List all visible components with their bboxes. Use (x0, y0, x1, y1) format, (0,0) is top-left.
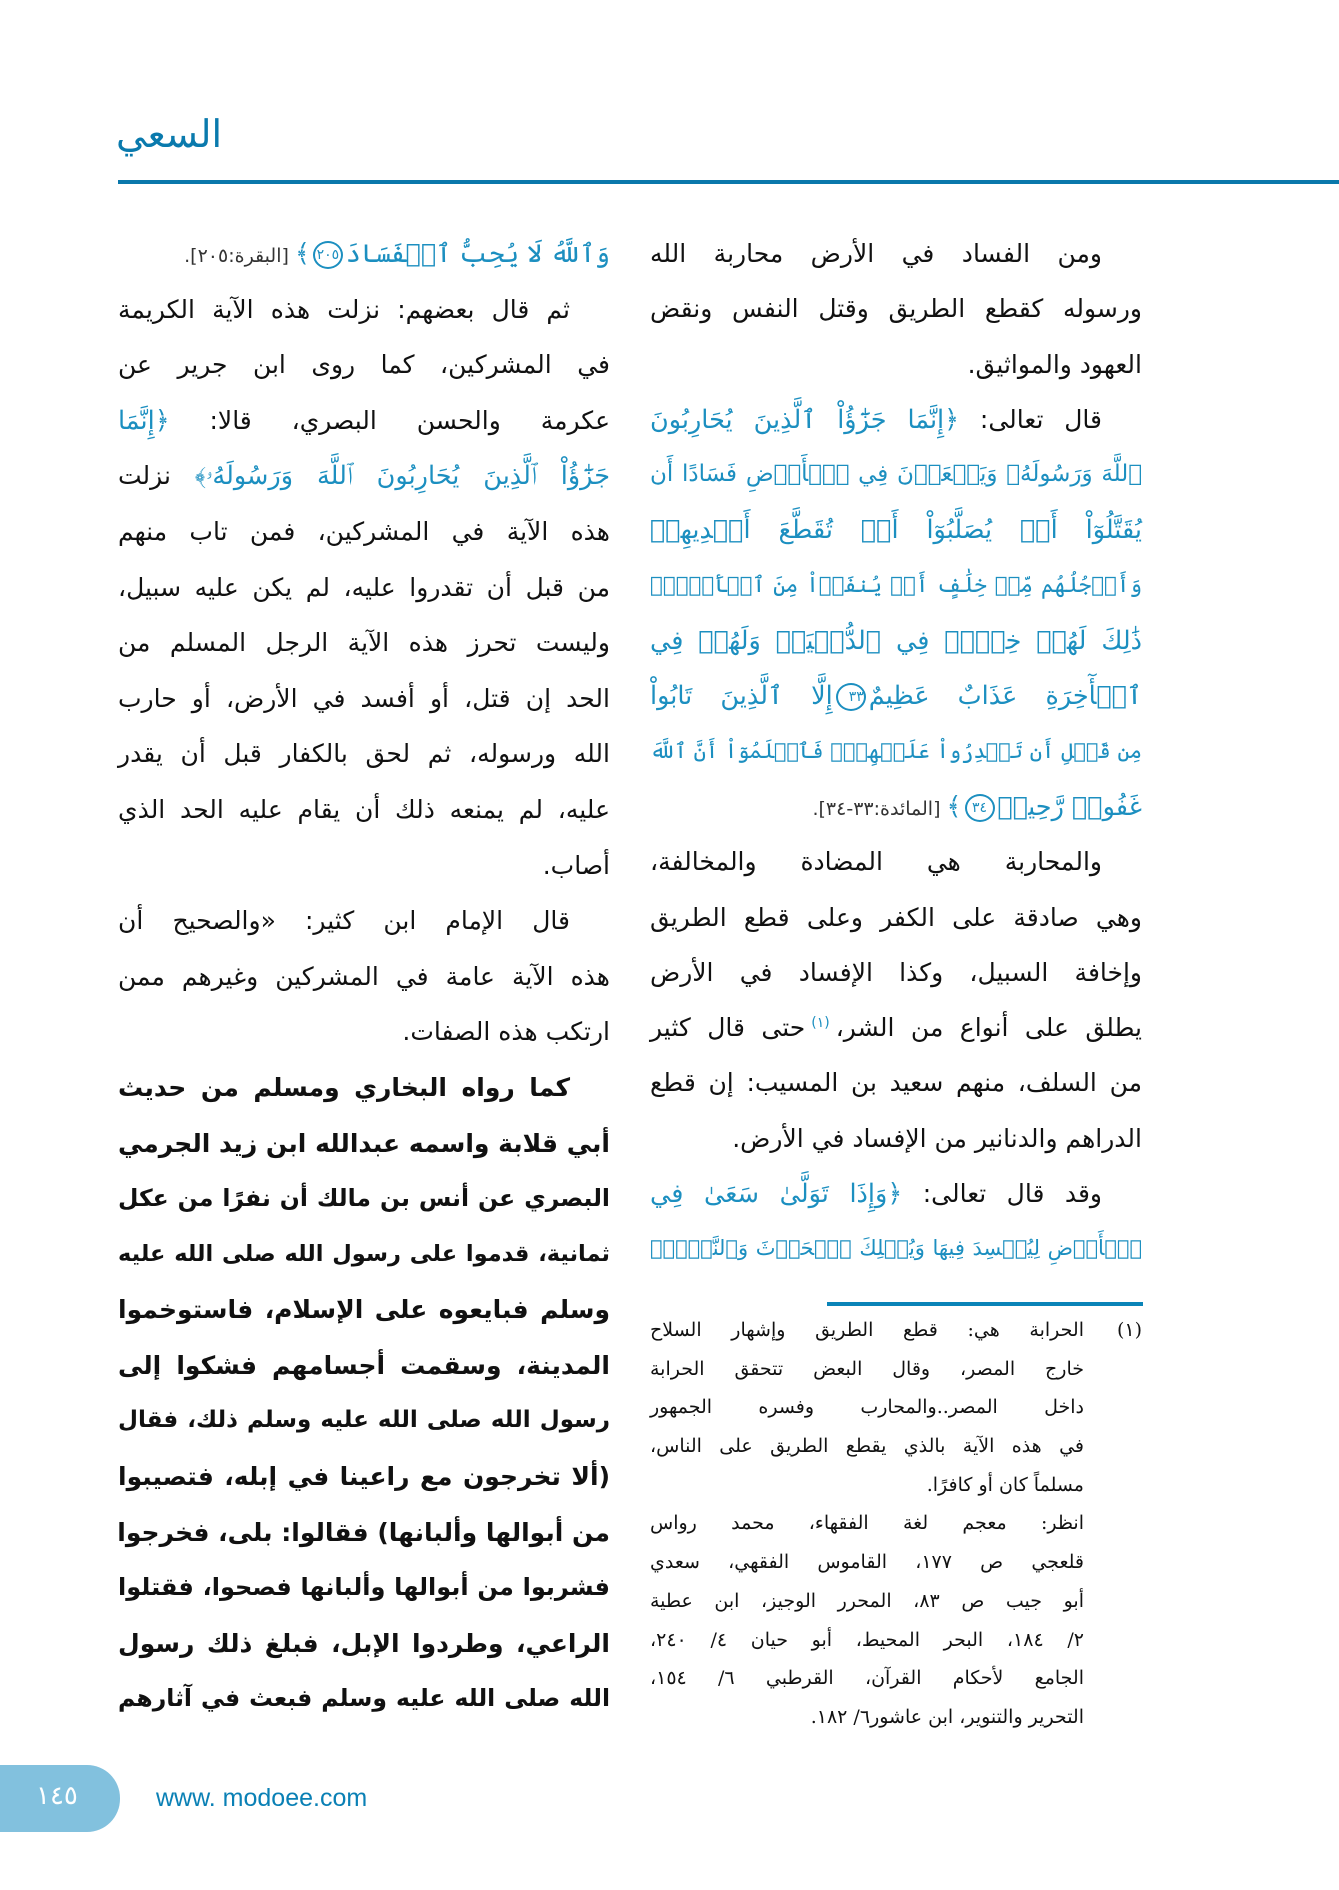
body-text: هذه الآية في المشركين، فمن تاب منهم (118, 516, 610, 546)
body-text: من السلف، منهم سعيد بن المسيب: إن قطع (650, 1068, 1142, 1098)
text-line (118, 838, 610, 894)
footnote-reference: (١) (811, 1014, 830, 1031)
text-line (650, 945, 1142, 1000)
body-text: وإخافة السبيل، وكذا الإفساد في الأرض (650, 957, 1142, 987)
text-line (118, 1671, 610, 1727)
body-text: قال تعالى: (959, 404, 1103, 434)
text-line (118, 1560, 610, 1616)
quran-verse-text: ﴿إِنَّمَا جَزَٰٓؤُاْ ٱلَّذِينَ يُحَارِبُونَ (650, 404, 960, 435)
text-line (650, 502, 1142, 557)
quran-verse-text: إِلَّا ٱلَّذِينَ تَابُواْ (650, 681, 833, 712)
body-text: ثمانية، قدموا على رسول الله صلى الله عليه (118, 1240, 610, 1267)
text-line (118, 1449, 610, 1505)
ayah-number: ٢٠٥ (313, 241, 343, 269)
body-text: الراعي، وطردوا الإبل، فبلغ ذلك رسول (118, 1628, 610, 1658)
text-line (118, 1116, 610, 1172)
body-text: ارتكب هذه الصفات. (402, 1017, 610, 1047)
body-text: والمحاربة هي المضادة والمخالفة، (650, 847, 1102, 877)
body-text: هذه الآية عامة في المشركين وغيرهم ممن (118, 961, 610, 991)
text-line (118, 1282, 610, 1338)
body-text: وسلم فبايعوه على الإسلام، فاستوخموا (118, 1295, 610, 1325)
text-line (650, 890, 1142, 945)
text-line (650, 668, 1142, 723)
text-line (118, 1060, 610, 1116)
text-line (650, 834, 1142, 889)
body-text: (ألا تخرجون مع راعينا في إبله، فتصيبوا (118, 1462, 610, 1492)
text-line (118, 1616, 610, 1672)
body-text: أصاب. (542, 850, 610, 880)
body-text: عكرمة والحسن البصري، قالا: (169, 405, 610, 435)
text-line (118, 671, 610, 727)
footnote-divider (827, 1302, 1143, 1306)
quran-verse-text: ﴾ (294, 239, 310, 269)
body-text: من أبوالها وألبانها) فقالوا: بلى، فخرجوا (117, 1517, 610, 1547)
text-line (650, 447, 1142, 502)
page-number-badge (0, 1765, 120, 1832)
body-text: فشربوا من أبوالها وألبانها فصحوا، فقتلوا (118, 1573, 610, 1602)
body-text: رسول الله صلى الله عليه وسلم ذلك، فقال (118, 1407, 610, 1434)
body-text: ومن الفساد في الأرض محاربة الله (650, 239, 1102, 268)
right-text-column (650, 226, 1142, 1277)
footnotes (650, 1311, 1142, 1737)
footnote-line: مسلماً كان أو كافرًا. (926, 1473, 1084, 1496)
text-line (650, 281, 1142, 336)
ayah-number: ٣٤ (965, 794, 995, 822)
text-line (650, 1221, 1142, 1276)
footnote-line: أبو جيب ص ٨٣، المحرر الوجيز، ابن عطية (650, 1589, 1085, 1612)
body-text: الله صلى الله عليه وسلم فبعث في آثارهم (118, 1684, 610, 1713)
text-line (118, 448, 610, 504)
text-line (118, 393, 610, 449)
body-text: حتى قال كثير (650, 1013, 806, 1043)
body-text: قال الإمام ابن كثير: «والصحيح أن (118, 906, 570, 936)
left-text-column (118, 226, 610, 1727)
body-text: عليه، لم يمنعه ذلك أن يقام عليه الحد الذي (118, 794, 610, 824)
footnote-line: داخل المصر..والمحارب وفسره الجمهور (650, 1396, 1084, 1419)
body-text: وليست تحرز هذه الآية الرجل المسلم من (118, 628, 610, 658)
text-line (118, 726, 610, 782)
text-line (118, 1505, 610, 1561)
footnote-line: في هذه الآية بالذي يقطع الطريق على الناس، (650, 1435, 1084, 1458)
body-text: الله ورسوله، ثم لحق بالكفار قبل أن يقدر (118, 739, 610, 769)
text-line (118, 615, 610, 671)
footnote-line: الحرابة هي: قطع الطريق وإشهار السلاح (650, 1319, 1084, 1341)
text-line (650, 1055, 1142, 1110)
chapter-title: السعي (116, 112, 223, 156)
footnote-line: قلعجي ص ١٧٧، القاموس الفقهي، سعدي (650, 1551, 1084, 1574)
body-text: ثم قال بعضهم: نزلت هذه الآية الكريمة (118, 294, 570, 324)
footnote-line: انظر: معجم لغة الفقهاء، محمد رواس (650, 1512, 1084, 1535)
quran-verse-text: ﴿وَإِذَا تَوَلَّىٰ سَعَىٰ فِي (650, 1179, 903, 1210)
body-text: نزلت (118, 461, 195, 491)
body-text: من قبل أن تقدروا عليه، لم يكن عليه سبيل، (118, 572, 610, 602)
text-line (118, 560, 610, 616)
quran-verse-text: ٱلۡأَرۡضِ لِيُفۡسِدَ فِيهَا وَيُهۡلِكَ ٱلۡحَرۡثَ وَٱلنَّسۡلَۚ (650, 1236, 1142, 1261)
page-number: ١٤٥ (36, 1781, 78, 1811)
quran-verse-text: وَأَرۡجُلُهُم مِّنۡ خِلَٰفٍ أَوۡ يُنفَوۡاْ مِنَ ٱلۡأَرۡضِۚ (650, 572, 1142, 598)
quran-verse-text: وَٱللَّهُ لَا يُحِبُّ ٱلۡفَسَادَ (345, 239, 610, 269)
quran-verse-text: ذَٰلِكَ لَهُمۡ خِزۡيٞ فِي ٱلدُّنۡيَاۖ وَلَهُمۡ فِي (650, 626, 1142, 657)
text-line (650, 724, 1142, 779)
quran-verse-text: ﴿إِنَّمَا (118, 405, 170, 436)
text-line (118, 1227, 610, 1283)
text-line (118, 1393, 610, 1449)
text-line (118, 893, 610, 949)
quran-verse-text: ﴾ (946, 791, 962, 822)
text-line (650, 779, 1142, 834)
quran-verse-text: مِن قَبۡلِ أَن تَقۡدِرُواْ عَلَيۡهِمۡۖ فَٱعۡلَمُوٓاْ أَنَّ ٱللَّهَ (650, 738, 1142, 763)
text-line (650, 1000, 1142, 1055)
quran-verse-text: ٱللَّهَ وَرَسُولَهُۥ وَيَسۡعَوۡنَ فِي ٱلۡأَرۡضِ فَسَادًا أَن (650, 461, 1142, 488)
ayah-number: ٣٣ (836, 683, 866, 711)
body-text: أبي قلابة واسمه عبدالله ابن زيد الجرمي (117, 1128, 610, 1158)
text-line (118, 337, 610, 393)
text-line (118, 1004, 610, 1060)
text-line (118, 1171, 610, 1227)
quran-verse-text: غَفُورٞ رَّحِيمٞ (997, 791, 1142, 822)
body-text: وقد قال تعالى: (902, 1179, 1102, 1209)
text-line (118, 949, 610, 1005)
text-line (650, 1166, 1142, 1221)
body-text: وهي صادقة على الكفر وعلى قطع الطريق (650, 902, 1142, 932)
website-link[interactable]: www. modoee.com (156, 1784, 368, 1812)
verse-reference: [المائدة:٣٣-٣٤]. (812, 797, 947, 820)
body-text: الحد إن قتل، أو أفسد في الأرض، أو حارب (118, 683, 610, 713)
text-line (118, 782, 610, 838)
footnote-line: الجامع لأحكام القرآن، القرطبي ٦/ ١٥٤، (650, 1667, 1084, 1690)
body-text: العهود والمواثيق. (967, 349, 1142, 379)
text-line (118, 504, 610, 560)
text-line (650, 392, 1142, 447)
text-line (650, 613, 1142, 668)
body-text: المدينة، وسقمت أجسامهم فشكوا إلى (118, 1350, 610, 1380)
text-line (118, 226, 610, 282)
text-line (118, 282, 610, 338)
footnote-line: ٢/ ١٨٤، البحر المحيط، أبو حيان ٤/ ٢٤٠، (650, 1628, 1084, 1651)
body-text: في المشركين، كما روى ابن جرير عن (118, 350, 610, 380)
footnote-line: خارج المصر، وقال البعض تتحقق الحرابة (650, 1357, 1084, 1380)
body-text: ورسوله كقطع الطريق وقتل النفس ونقض (650, 294, 1142, 324)
footnote-marker: (١) (1116, 1319, 1142, 1341)
footnote-line: التحرير والتنوير، ابن عاشور٦/ ١٨٢. (810, 1705, 1084, 1728)
text-line (650, 558, 1142, 613)
text-line (650, 1111, 1142, 1166)
body-text: كما رواه البخاري ومسلم من حديث (118, 1072, 570, 1102)
quran-verse-text: جَزَٰٓؤُاْ ٱلَّذِينَ يُحَارِبُونَ ٱللَّهَ وَرَسُولَهُۥ﴾ (194, 461, 610, 492)
verse-reference: [البقرة:٢٠٥]. (184, 245, 295, 267)
header-divider (118, 180, 1339, 184)
body-text: يطلق على أنواع من الشر، (835, 1013, 1142, 1043)
text-line (650, 226, 1142, 281)
quran-verse-text: ٱلۡأٓخِرَةِ عَذَابٌ عَظِيمٌ (868, 681, 1142, 712)
text-line (650, 337, 1142, 392)
quran-verse-text: يُقَتَّلُوٓاْ أَوۡ يُصَلَّبُوٓاْ أَوۡ تُقَطَّعَ أَيۡدِيهِمۡ (650, 515, 1142, 546)
text-line (118, 1338, 610, 1394)
body-text: الدراهم والدنانير من الإفساد في الأرض. (732, 1123, 1142, 1153)
body-text: البصري عن أنس بن مالك أن نفرًا من عكل (118, 1184, 610, 1213)
